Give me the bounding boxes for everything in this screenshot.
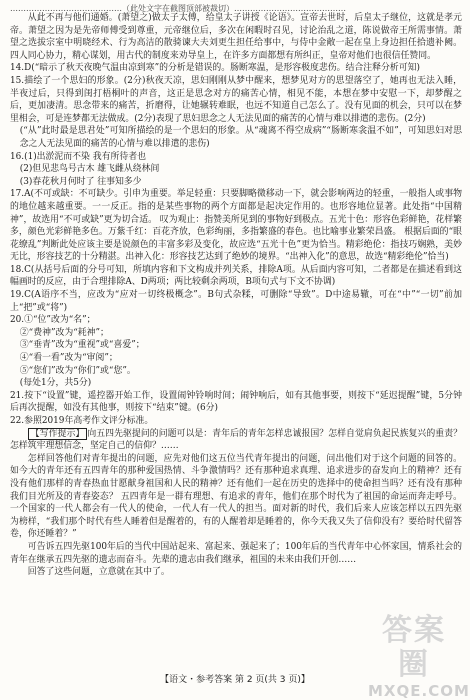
answer-16-line-2: (2)但见悲鸟号古木 雄飞雌从绕林间 xyxy=(19,164,160,175)
essay-hint-label: 【写作提示】 xyxy=(28,428,88,440)
answer-14: 14.D(“暗示了秋天夜晚气温由凉到寒”的分析是错误的。肠断寒温，是形容极度悲伤。结合注释分析可知) xyxy=(10,63,420,74)
answer-19: 19.C(A语序不当，应改为“应对一切终极概念”。B句式杂糅，可删除“导致”。D中途易辙，可在“中”“一切”前加上“把”或“将”) xyxy=(10,290,462,313)
answer-21: 21.按下“设置”键，遥控器开始工作，设置闹钟铃响时间；闹钟响后，如有其他事要，则按下“延迟提醒”键，5分钟后再次提醒，如没有其他事，则按下“结束”键。(6分) xyxy=(10,390,462,414)
answer-20-line-1: 20.①“位”改为“名”； xyxy=(10,315,96,326)
watermark-logo-text: 答案圈 xyxy=(382,613,446,682)
translation-paragraph: 从此不再与他们通婚。(萧望之)做太子太傅，给皇太子讲授《论语》。宣帝去世时，后皇太子继位，这就是孝元帝。萧望之因为是先帝师傅受到尊重，元帝继位后，多次在闲暇时召见，讨论治乱之道，陈说做帝王所需事情。萧望之选拔宗室中明晓经术、行为高洁的散骑谏大夫刘更生担任给事中，与侍中金敞一起在皇上身边担任拾遗补阙。四人同心协力，精心谋划，用古代的制度来劝导皇上，在许多方面都想有所纠正，皇帝对他们也很信任赞同。 xyxy=(10,13,462,61)
essay-hint xyxy=(10,428,462,453)
answer-17: 17.A(不可或缺：不可缺少。引申为重要。举足轻重：只要脚略微移动一下，就会影响两边的轻重，一般指人或事物的地位越来越重要。一一反正。指的是某些事物的两个方面都是起决定作用的。也形容地位显著。此处指“中国精神”，故选用“不可或缺”更为切合适。 叹为观止：指赞美所见到的事物好到极点。五光十色：形容色彩鲜艳，花样繁多，颜色光彩鲜艳多色。万紫千红：百花齐放，色彩绚丽，多指繁盛的春色。也比喻事业繁荣昌盛。 根据后面的“眼花缭乱”判断此处应该主要是说颜色的丰富多彩及变化，故应选“五光十色”更为恰当。精彩绝伦：指技巧娴熟，美妙无比，形容技艺的十分精湛。出神入化：形容技艺达到了绝妙的境界。“出神入化”的意思，故选“精彩绝伦”恰当) xyxy=(10,189,462,263)
answer-20-line-5: ⑤“您们”改为“你们”或“您”。 xyxy=(19,365,136,376)
answer-20-line-3: ③“垂青”改为“重视”或“喜爱”； xyxy=(19,340,145,351)
answer-content xyxy=(10,12,462,579)
answer-15: 15.描绘了一个思妇的形象。(2分)秋夜天凉，思妇刚刚从梦中醒来，想梦见对方的思望落空了，她再也无法入睡，半夜过后，只得到闺打梧桐叶的声音，这正是思念对方的痛苦心情，相见不能，本想在梦中安慰一下，却梦醒之后，更加凄清。思念带来的痛苦，折磨得，让她辗转难眠，也远不知道自己怎么了。没有见面的机会，只可以在梦里相会，可是连梦都无法做成。(2分)表现了思妇思念之人无法见面的痛苦的心情与难以排遣的悲伤。(2分) xyxy=(10,75,462,124)
essay-hint-text: 向五四先驱提问的问题可以是：青年后的青年怎样忠诚报国？怎样自觉肩负起民族复兴的重责？怎样筑牢理想信念，坚定自己的信仰？…… xyxy=(10,428,462,452)
essay-paragraph-2: 可告诉五四先驱100年后的当代中国站起来、富起来、强起来了；100年后的当代青年中心怀家国，情系社会的青年在继承五四先驱的遗志而奋斗。先辈的遗志由我们继承，祖国的未来由我们开创…… xyxy=(10,541,462,565)
answer-18: 18.C(从括号后面的分号可知，所填内容和下文构成并列关系，排除A项。从后面内容可知，二者都是在描述看到这幅画时的反应，由于合理排除A、D两项；两比较剩余两项，B项句式与下文不协调) xyxy=(10,264,462,288)
page-footer: 【语文・参考答案 第 2 页(共 3 页)】 xyxy=(160,675,310,685)
essay-paragraph-1: 怎样回答他们对青年提出的问题，应先对他们这五位当代青年提出的问题，问出他们对于这个问题的回答的。如今大的青年还有五四青年的那种爱国热情、斗争激情吗？还有那种追求真理、追求进步的奋发向上的精神？还有没有他们那样的青春热血甘愿献身祖国和人民的精神？还有他们一起在历史的选择中的使命担当吗？还有没有那种我们目光所及的青春姿态？ 五四青年是一群有理想、有追求的青年，他们在那个时代为了祖国的命运而奔走呼号。一个国家的一代人都会有一代人的使命，一代人有一代人的担当。面对新的时代，我们后来人应该怎样以五四先驱为榜样，“我们那个时代有些人睡着但是醒着的，有的人醒着却是睡着的，你今天我又失了信仰没有？要给时代留答卷，你还睡着？” xyxy=(10,453,462,540)
answer-15-note: (“从”此时最是思君处”可知所描绘的是一个思妇的形象。从“魂离不得空成病”“肠断寒衾温不如”，可知思妇对思念之人无法见面的痛苦的心情与难以排遣的悲伤) xyxy=(19,126,462,149)
top-cut-text: ……………………………………（此处文字在截图顶部被裁切）…………………………………… xyxy=(10,4,346,12)
answer-16-line-3: (3)春花秋月何时了 往事知多少 xyxy=(19,176,142,187)
essay-paragraph-3: 回答了这些问题，立意就在其中了。 xyxy=(27,567,170,578)
watermark-url: MXQE.COM xyxy=(368,682,470,700)
watermark-logo xyxy=(368,613,470,700)
answer-22: 22.参照2019年高考作文评分标准。 xyxy=(10,416,154,426)
answer-20-score: (每处1分，共5分) xyxy=(19,378,92,389)
answer-16-line-1: 16.(1)出淤泥而不染 我有所待者也 xyxy=(10,151,147,162)
answer-20-line-2: ②“费神”改为“耗神”； xyxy=(19,327,109,338)
answer-20-line-4: ④“看一看”改为“审阅”； xyxy=(19,353,118,364)
